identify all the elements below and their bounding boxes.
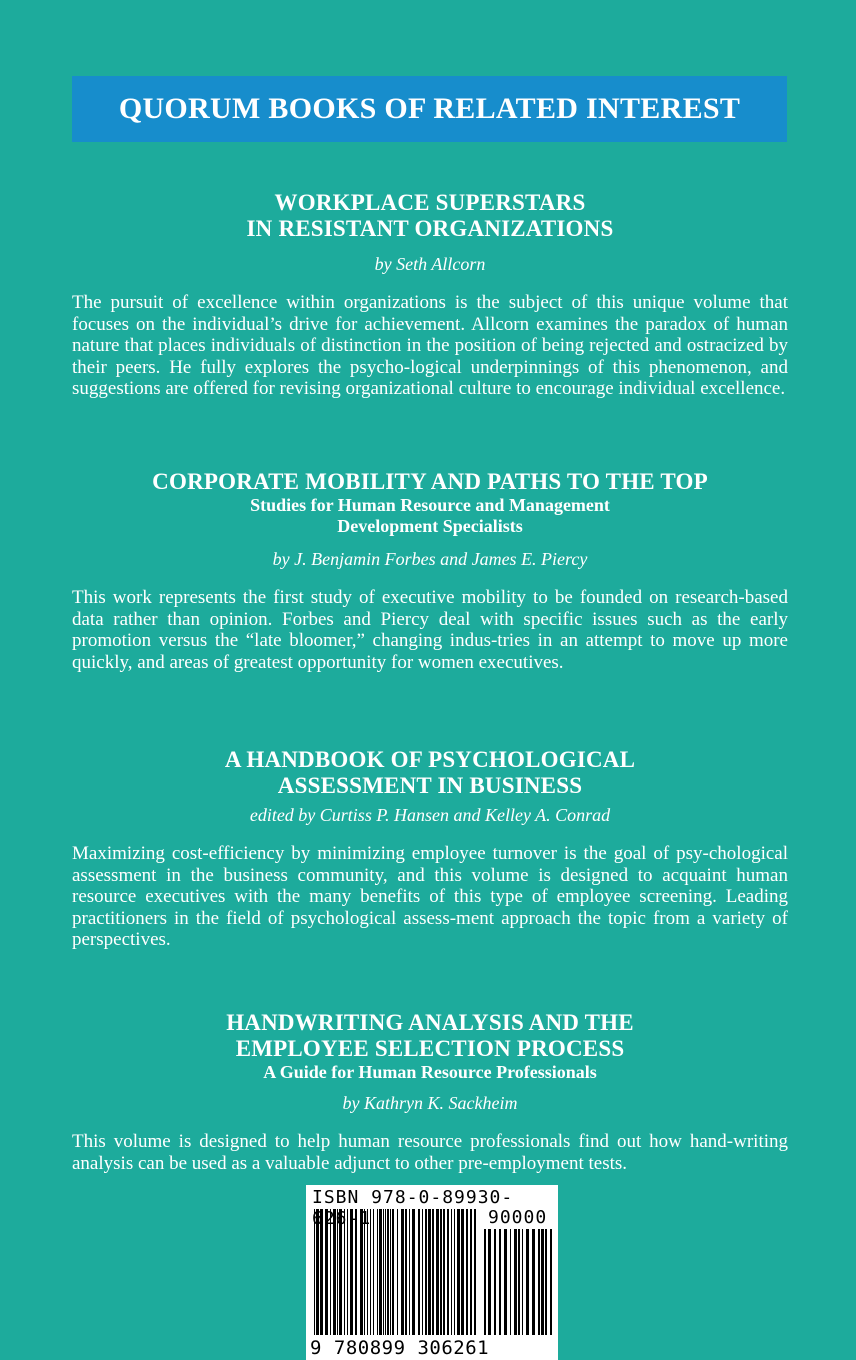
barcode-bar	[541, 1229, 544, 1335]
barcode-bar	[545, 1229, 547, 1335]
barcode-bar	[484, 1229, 486, 1335]
barcode-bar	[499, 1229, 501, 1335]
isbn-barcode	[306, 1185, 558, 1360]
barcode-bar	[526, 1229, 529, 1335]
book-title-line: A HANDBOOK OF PSYCHOLOGICAL	[224, 747, 636, 772]
book-title-line: ASSESSMENT IN BUSINESS	[277, 773, 583, 798]
barcode-bar	[538, 1229, 540, 1335]
barcode-bar	[488, 1229, 491, 1335]
book-author: by Seth Allcorn	[374, 254, 486, 274]
series-title: QUORUM BOOKS OF RELATED INTEREST	[118, 92, 741, 125]
barcode-bar	[550, 1229, 552, 1335]
book-subtitle-line: Studies for Human Resource and Management	[250, 495, 610, 515]
book-subtitle-line: A Guide for Human Resource Professionals	[263, 1062, 597, 1082]
barcode-bar	[514, 1229, 517, 1335]
series-header-band	[72, 76, 787, 142]
book-entry-2	[72, 469, 788, 673]
book-subtitle-line: Development Specialists	[337, 516, 523, 536]
price-code: 90000	[488, 1207, 548, 1228]
book-description: Maximizing cost-efficiency by minimizing employee turnover is the goal of psy-chological assessment in the business community, and this volume is designed to acquaint human resource executives with the many benefits of this type of employee screening. Leading practitioners in the field of psychological assess-ment approach the topic from a variety of perspectives.	[72, 843, 788, 951]
book-title-line: WORKPLACE SUPERSTARS	[274, 190, 586, 215]
barcode-bar	[494, 1229, 496, 1335]
book-entry-1	[72, 190, 788, 400]
book-description: This work represents the first study of executive mobility to be founded on research-based data rather than opinion. Forbes and Piercy deal with specific issues such as the early promotion versus the “late bloomer,” changing indus-tries in an attempt to move up more quickly, and areas of greatest opportunity for women executives.	[72, 587, 788, 673]
book-title-line: HANDWRITING ANALYSIS AND THE	[226, 1010, 634, 1035]
book-description: This volume is designed to help human resource professionals find out how hand-writing analysis can be used as a valuable adjunct to other pre-employment tests.	[72, 1131, 788, 1174]
book-entry-4	[72, 1010, 788, 1174]
barcode-bar	[510, 1229, 511, 1335]
book-entry-3	[72, 747, 788, 951]
book-author: by J. Benjamin Forbes and James E. Piercy	[272, 549, 588, 569]
barcode-bar	[518, 1229, 520, 1335]
barcode-bar	[532, 1229, 535, 1335]
book-author: edited by Curtiss P. Hansen and Kelley A. Conrad	[249, 805, 611, 825]
ean-digits: 9 780899 306261	[310, 1337, 490, 1359]
barcode-bar	[504, 1229, 507, 1335]
isbn-label: ISBN 978-0-89930-626-1	[312, 1187, 514, 1229]
book-title-line: CORPORATE MOBILITY AND PATHS TO THE TOP	[152, 469, 708, 494]
book-title-line: EMPLOYEE SELECTION PROCESS	[235, 1036, 625, 1061]
book-description: The pursuit of excellence within organizations is the subject of this unique volume that focuses on the individual’s drive for achievement. Allcorn examines the paradox of human nature that places individuals of distinction in the position of being rejected and ostracized by their peers. He fully explores the psycho-logical underpinnings of this phenomenon, and suggestions are offered for revising organizational culture to encourage individual excellence.	[72, 292, 788, 400]
book-author: by Kathryn K. Sackheim	[342, 1093, 518, 1113]
barcode-bar	[522, 1229, 523, 1335]
book-title-line: IN RESISTANT ORGANIZATIONS	[246, 216, 614, 241]
